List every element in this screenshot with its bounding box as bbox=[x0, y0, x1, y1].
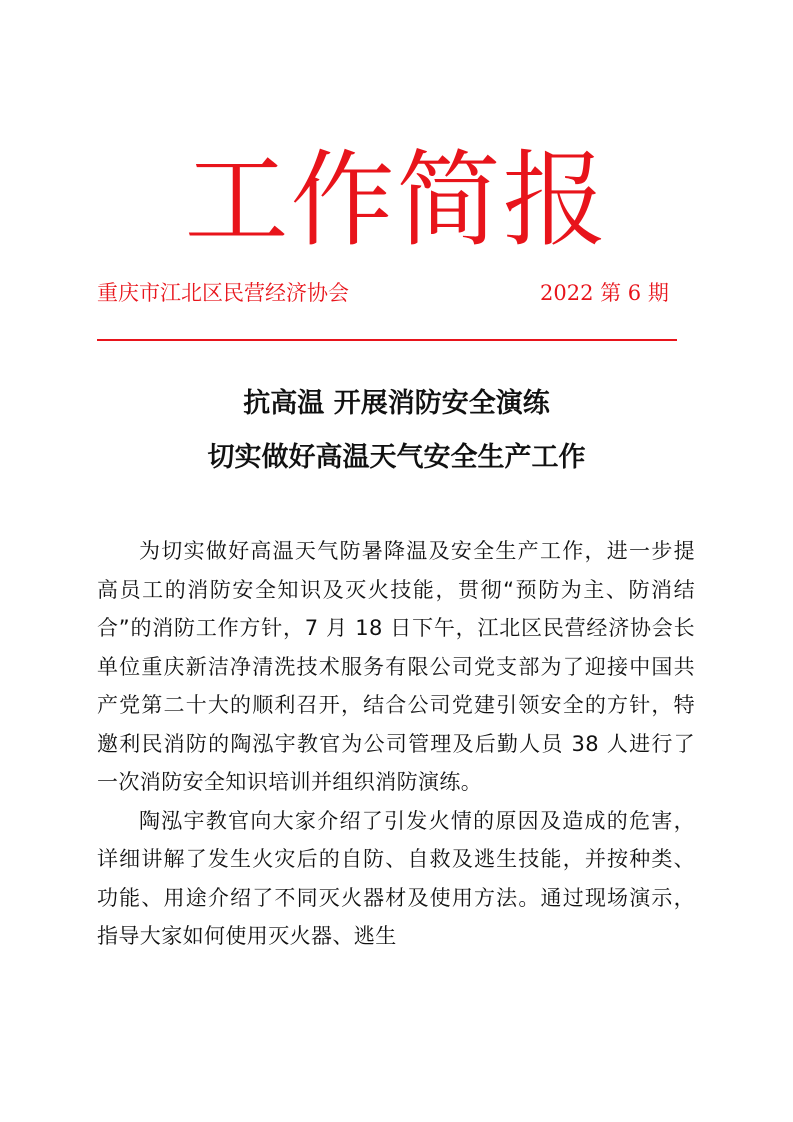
article-paragraph-2: 陶泓宇教官向大家介绍了引发火情的原因及造成的危害，详细讲解了发生火灾后的自防、自救及逃生技能，并按种类、功能、用途介绍了不同灭火器材及使用方法。通过现场演示，指导大家如何使用灭火器、逃生 bbox=[97, 808, 695, 948]
masthead-title: 工作简报 bbox=[184, 139, 609, 261]
article-headline-line2: 切实做好高温天气安全生产工作 bbox=[207, 442, 586, 473]
article-body bbox=[97, 532, 695, 956]
article-paragraph-1: 为切实做好高温天气防暑降温及安全生产工作，进一步提高员工的消防安全知识及灭火技能，贯彻“预防为主、防消结合”的消防工作方针，7 月 18 日下午，江北区民营经济协会长单位重庆新洁净清洗技术服务有限公司党支部为了迎接中国共产党第二十大的顺利召开，结合公司党建引领安全的方针，特邀利民消防的陶泓宇教官为公司管理及后勤人员 38 人进行了一次消防安全知识培训并组织消防演练。 bbox=[97, 539, 695, 794]
issue-number: 2022 第 6 期 bbox=[540, 281, 669, 305]
article-headline-line1: 抗高温 开展消防安全演练 bbox=[243, 388, 550, 419]
issuer-name: 重庆市江北区民营经济协会 bbox=[97, 281, 349, 305]
masthead-divider bbox=[97, 339, 677, 341]
